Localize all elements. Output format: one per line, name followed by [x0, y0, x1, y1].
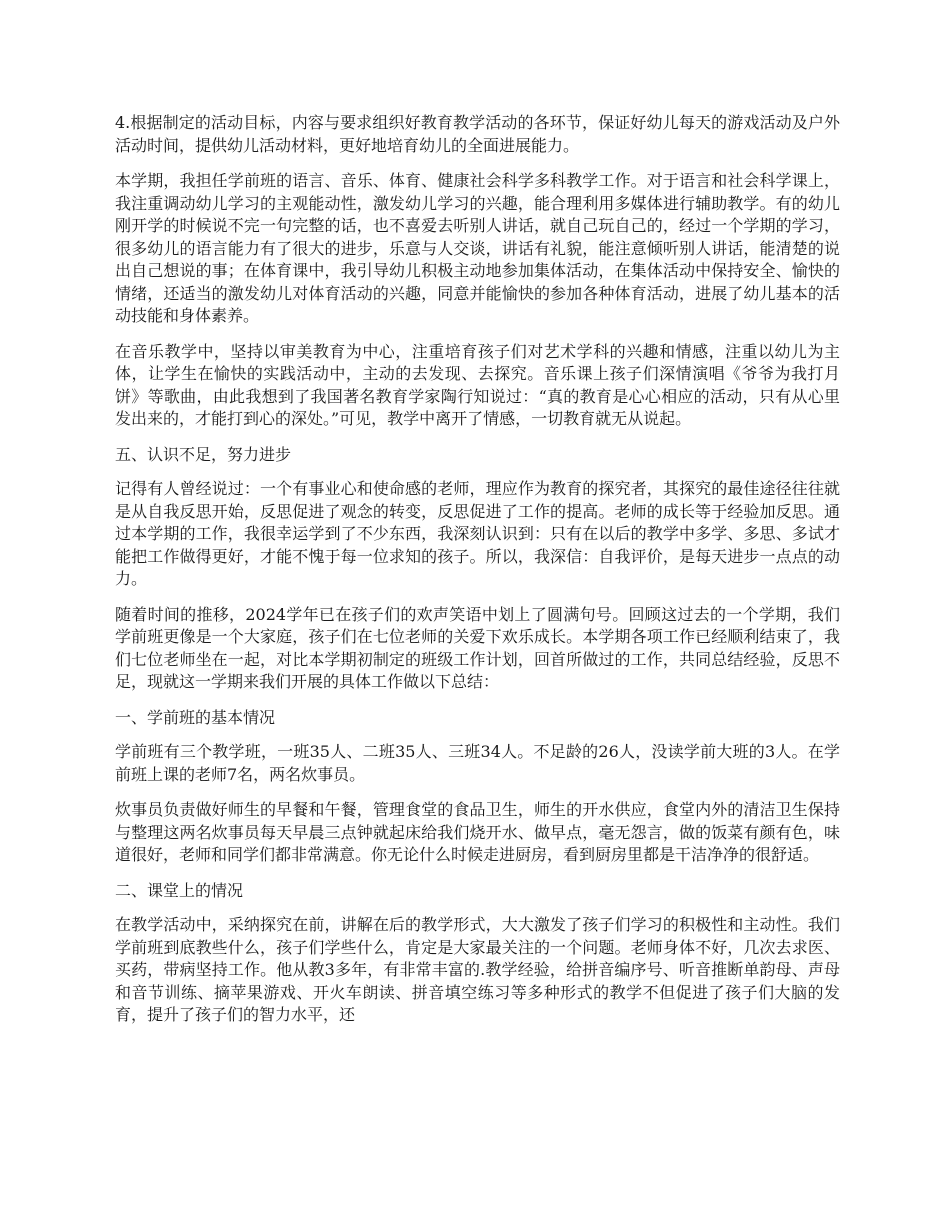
- section-heading-one: 一、学前班的基本情况: [115, 707, 276, 727]
- section-heading-two: 二、课堂上的情况: [115, 880, 244, 900]
- paragraph-teaching-duties: 本学期，我担任学前班的语言、音乐、体育、健康社会科学多科教学工作。对于语言和社会科学课上，我注重调动幼儿学习的主观能动性，激发幼儿学习的兴趣，能合理利用多媒体进行辅助教学。有的幼儿刚开学的时候说不完一句完整的话，也不喜爱去听别人讲话，就自己玩自己的，经过一个学期的学习，很多幼儿的语言能力有了很大的进步，乐意与人交谈，讲话有礼貌，能注意倾听别人讲话，能清楚的说出自己想说的事；在体育课中，我引导幼儿积极主动地参加集体活动，在集体活动中保持安全、愉快的情绪，还适当的激发幼儿对体育活动的兴趣，同意并能愉快的参加各种体育活动，进展了幼儿基本的活动技能和身体素养。: [115, 171, 840, 325]
- section-heading-five: 五、认识不足，努力进步: [115, 444, 292, 464]
- paragraph-class-info: 学前班有三个教学班，一班35人、二班35人、三班34人。不足龄的26人，没读学前大班的3人。在学前班上课的老师7名，两名炊事员。: [115, 742, 840, 784]
- paragraph-summary-intro: 随着时间的推移，2024学年已在孩子们的欢声笑语中划上了圆满句号。回顾这过去的一个学期，我们学前班更像是一个大家庭，孩子们在七位老师的关爱下欢乐成长。本学期各项工作已经顺利结束了，我们七位老师坐在一起，对比本学期初制定的班级工作计划，回首所做过的工作，共同总结经验，反思不足，现就这一学期来我们开展的具体工作做以下总结：: [115, 604, 840, 691]
- paragraph-reflection: 记得有人曾经说过：一个有事业心和使命感的老师，理应作为教育的探究者，其探究的最佳途径往往就是从自我反思开始，反思促进了观念的转变，反思促进了工作的提高。老师的成长等于经验加反思。通过本学期的工作，我很幸运学到了不少东西，我深刻认识到：只有在以后的教学中多学、多思、多试才能把工作做得更好，才能不愧于每一位求知的孩子。所以，我深信：自我评价，是每天进步一点点的动力。: [115, 479, 840, 588]
- paragraph-cooks: 炊事员负责做好师生的早餐和午餐，管理食堂的食品卫生，师生的开水供应，食堂内外的清洁卫生保持与整理这两名炊事员每天早晨三点钟就起床给我们烧开水、做早点，毫无怨言，做的饭菜有颜有色，味道很好，老师和同学们都非常满意。你无论什么时候走进厨房，看到厨房里都是干洁净净的很舒适。: [115, 800, 840, 864]
- paragraph-music-teaching: 在音乐教学中，坚持以审美教育为中心，注重培育孩子们对艺术学科的兴趣和情感，注重以幼儿为主体，让学生在愉快的实践活动中，主动的去发现、去探究。音乐课上孩子们深情演唱《爷爷为我打月饼》等歌曲，由此我想到了我国著名教育学家陶行知说过：“真的教育是心心相应的活动，只有从心里发出来的，才能打到心的深处。”可见，教学中离开了情感，一切教育就无从说起。: [115, 341, 840, 428]
- document-body: [115, 112, 840, 1040]
- paragraph-classroom: 在教学活动中，采纳探究在前，讲解在后的教学形式，大大激发了孩子们学习的积极性和主动性。我们学前班到底教些什么，孩子们学些什么，肯定是大家最关注的一个问题。老师身体不好，几次去求医、买药，带病坚持工作。他从教3多年，有非常丰富的.教学经验，给拼音编序号、听音推断单韵母、声母和音节训练、摘苹果游戏、开火车朗读、拼音填空练习等多种形式的教学不但促进了孩子们大脑的发育，提升了孩子们的智力水平，还: [115, 915, 840, 1024]
- paragraph-activity-goals: 4.根据制定的活动目标，内容与要求组织好教育教学活动的各环节，保证好幼儿每天的游戏活动及户外活动时间，提供幼儿活动材料，更好地培育幼儿的全面进展能力。: [115, 113, 840, 155]
